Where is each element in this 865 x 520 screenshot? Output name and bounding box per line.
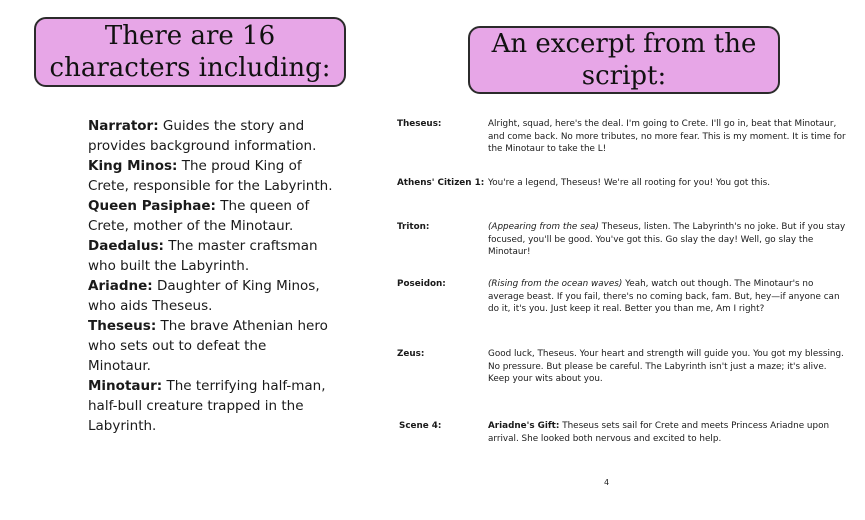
scene-title: Ariadne's Gift: [488,421,560,431]
character-description: The proud King of Crete, responsible for the Labyrinth. [88,158,333,194]
speaker-name: Athens' Citizen 1: [397,178,485,188]
character-entry [88,236,333,276]
characters-heading-line2: characters including: [49,53,331,83]
dialogue: You're a legend, Theseus! We're all rooting for you! You got this. [488,178,770,188]
character-name: Minotaur: [88,378,163,394]
character-name: Ariadne: [88,278,153,294]
character-description: The terrifying half-man, half-bull creature trapped in the Labyrinth. [88,378,326,434]
script-heading-banner [468,26,780,94]
character-entry [88,156,333,196]
scene-text: Theseus sets sail for Crete and meets Princess Ariadne upon arrival. She looked both nervous and excited to help. [488,421,830,444]
dialogue: Alright, squad, here's the deal. I'm going to Crete. I'll go in, beat that Minotaur, and come back. No more tributes, no more fear. This is my moment. It is time for the Minotaur to take the L! [488,119,846,154]
character-entry [88,196,333,236]
speaker-name: Zeus: [397,349,425,359]
dialogue: Good luck, Theseus. Your heart and strength will guide you. You got my blessing. No pressure. But please be careful. The Labyrinth isn't just a maze; it's alive. Keep your wits about you. [488,349,844,384]
character-description: The queen of Crete, mother of the Minotaur. [88,198,310,234]
speaker-name: Poseidon: [397,279,446,289]
page-number: 4 [604,478,610,487]
character-name: King Minos: [88,158,178,174]
dialogue-text [488,278,850,316]
character-description: Guides the story and provides background information. [88,118,317,154]
dialogue-text [488,221,850,259]
speaker-name: Theseus: [397,119,442,129]
stage-direction: (Rising from the ocean waves) [488,279,623,289]
dialogue-text [488,177,850,190]
dialogue-text [488,118,850,156]
scene-description [488,420,850,445]
scene-label: Scene 4: [399,421,442,431]
character-entry [88,116,333,156]
speaker-name: Triton: [397,222,430,232]
characters-heading-banner [34,17,346,87]
dialogue: Yeah, watch out though. The Minotaur's no average beast. If you fail, there's no coming back, fam. But, hey—if anyone can do it, it's you. Just keep it real. Better you than me, Am I right? [488,279,840,314]
character-entry [88,376,333,436]
character-name: Queen Pasiphae: [88,198,216,214]
character-description: Daughter of King Minos, who aids Theseus. [88,278,320,314]
script-heading-line2: script: [581,61,667,91]
script-heading-line1: An excerpt from the [491,29,757,59]
character-name: Narrator: [88,118,159,134]
character-description: The brave Athenian hero who sets out to defeat the Minotaur. [88,318,328,374]
character-name: Theseus: [88,318,157,334]
character-list [88,116,333,436]
character-description: The master craftsman who built the Labyrinth. [88,238,318,274]
character-entry [88,276,333,316]
dialogue: Theseus, listen. The Labyrinth's no joke. But if you stay focused, you'll be good. You've got this. Go slay the day! Well, go slay the Minotaur! [488,222,846,257]
characters-heading-line1: There are 16 [104,21,276,51]
character-name: Daedalus: [88,238,164,254]
character-entry [88,316,333,376]
dialogue-text [488,348,850,386]
stage-direction: (Appearing from the sea) [488,222,599,232]
